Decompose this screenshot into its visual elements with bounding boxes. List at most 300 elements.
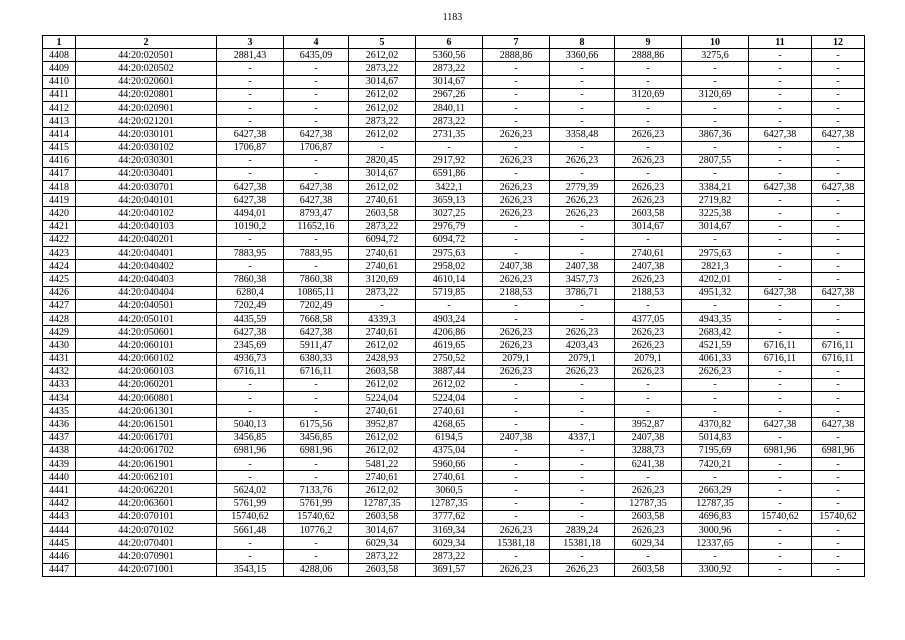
table-cell: 6427,38 bbox=[812, 418, 865, 431]
table-cell: - bbox=[284, 101, 349, 114]
table-cell: 44:20:030401 bbox=[76, 167, 217, 180]
table-cell: 4415 bbox=[43, 141, 76, 154]
table-cell: - bbox=[812, 273, 865, 286]
table-cell: 4413 bbox=[43, 115, 76, 128]
table-cell: 4943,35 bbox=[682, 312, 749, 325]
table-cell: - bbox=[812, 194, 865, 207]
table-row bbox=[43, 62, 865, 75]
table-cell: 3014,67 bbox=[682, 220, 749, 233]
table-row bbox=[43, 88, 865, 101]
table-cell: 5761,99 bbox=[284, 497, 349, 510]
table-cell: - bbox=[812, 378, 865, 391]
table-cell: 44:20:020601 bbox=[76, 75, 217, 88]
column-header: 2 bbox=[76, 36, 217, 49]
table-cell: 2626,23 bbox=[483, 181, 550, 194]
table-cell: 2626,23 bbox=[615, 523, 682, 536]
table-cell: 2407,38 bbox=[615, 260, 682, 273]
table-row bbox=[43, 392, 865, 405]
table-cell: - bbox=[284, 75, 349, 88]
table-cell: - bbox=[217, 115, 284, 128]
table-cell: 15740,62 bbox=[812, 510, 865, 523]
table-cell: 5224,04 bbox=[349, 392, 416, 405]
table-cell: - bbox=[483, 444, 550, 457]
table-cell: - bbox=[812, 497, 865, 510]
table-cell: 3952,87 bbox=[349, 418, 416, 431]
table-cell: - bbox=[217, 378, 284, 391]
table-cell: 7133,76 bbox=[284, 484, 349, 497]
table-cell: 2626,23 bbox=[483, 523, 550, 536]
table-cell: 44:20:070102 bbox=[76, 523, 217, 536]
table-cell: - bbox=[812, 62, 865, 75]
table-cell: - bbox=[749, 537, 812, 550]
table-cell: - bbox=[615, 167, 682, 180]
table-cell: - bbox=[682, 550, 749, 563]
table-cell: - bbox=[284, 154, 349, 167]
table-cell: 2888,86 bbox=[615, 49, 682, 62]
table-cell: 5224,04 bbox=[416, 392, 483, 405]
table-cell: 44:20:040103 bbox=[76, 220, 217, 233]
table-cell: 2740,61 bbox=[349, 326, 416, 339]
table-cell: 6981,96 bbox=[217, 444, 284, 457]
table-cell: - bbox=[812, 49, 865, 62]
table-cell: - bbox=[812, 247, 865, 260]
table-cell: - bbox=[217, 392, 284, 405]
table-cell: 2612,02 bbox=[349, 101, 416, 114]
table-cell: 4420 bbox=[43, 207, 76, 220]
table-cell: - bbox=[682, 101, 749, 114]
table-cell: 6716,11 bbox=[217, 365, 284, 378]
table-cell: - bbox=[284, 378, 349, 391]
table-cell: 2626,23 bbox=[615, 326, 682, 339]
table-cell: - bbox=[550, 392, 615, 405]
table-cell: 4447 bbox=[43, 563, 76, 576]
table-cell: - bbox=[550, 444, 615, 457]
table-cell: 6716,11 bbox=[284, 365, 349, 378]
table-cell: 4427 bbox=[43, 299, 76, 312]
column-header: 3 bbox=[217, 36, 284, 49]
table-cell: - bbox=[812, 365, 865, 378]
table-row bbox=[43, 484, 865, 497]
table-cell: - bbox=[217, 550, 284, 563]
table-row bbox=[43, 233, 865, 246]
table-cell: - bbox=[749, 233, 812, 246]
table-row bbox=[43, 247, 865, 260]
table-cell: - bbox=[749, 75, 812, 88]
table-cell: 7883,95 bbox=[284, 247, 349, 260]
table-cell: 2626,23 bbox=[615, 273, 682, 286]
table-cell: 2626,23 bbox=[615, 365, 682, 378]
table-cell: 4610,14 bbox=[416, 273, 483, 286]
table-cell: - bbox=[749, 247, 812, 260]
table-cell: 2612,02 bbox=[349, 49, 416, 62]
table-cell: - bbox=[749, 88, 812, 101]
table-cell: 2188,53 bbox=[483, 286, 550, 299]
table-cell: 44:20:030301 bbox=[76, 154, 217, 167]
table-cell: - bbox=[284, 115, 349, 128]
table-cell: 2626,23 bbox=[483, 128, 550, 141]
table-cell: - bbox=[217, 154, 284, 167]
table-row bbox=[43, 497, 865, 510]
table-cell: 2626,23 bbox=[615, 484, 682, 497]
table-cell: - bbox=[749, 471, 812, 484]
table-cell: - bbox=[615, 141, 682, 154]
table-cell: - bbox=[483, 418, 550, 431]
table-cell: 2626,23 bbox=[550, 326, 615, 339]
table-cell: 3014,67 bbox=[349, 167, 416, 180]
table-cell: 5360,56 bbox=[416, 49, 483, 62]
table-row bbox=[43, 220, 865, 233]
table-cell: 10776,2 bbox=[284, 523, 349, 536]
table-cell: 4903,24 bbox=[416, 312, 483, 325]
column-header: 12 bbox=[812, 36, 865, 49]
table-cell: 15381,18 bbox=[483, 537, 550, 550]
table-cell: 44:20:050601 bbox=[76, 326, 217, 339]
table-cell: - bbox=[483, 392, 550, 405]
table-row bbox=[43, 523, 865, 536]
table-cell: 3014,67 bbox=[615, 220, 682, 233]
table-cell: - bbox=[615, 75, 682, 88]
table-cell: - bbox=[550, 405, 615, 418]
table-row bbox=[43, 418, 865, 431]
table-cell: 2750,52 bbox=[416, 352, 483, 365]
table-cell: 44:20:020502 bbox=[76, 62, 217, 75]
table-cell: - bbox=[812, 458, 865, 471]
table-row bbox=[43, 312, 865, 325]
table-cell: 2719,82 bbox=[682, 194, 749, 207]
table-cell: - bbox=[615, 405, 682, 418]
table-cell: 6716,11 bbox=[749, 339, 812, 352]
table-cell: 3786,71 bbox=[550, 286, 615, 299]
table-cell: 2740,61 bbox=[349, 405, 416, 418]
table-row bbox=[43, 458, 865, 471]
table-cell: 4437 bbox=[43, 431, 76, 444]
table-cell: 3659,13 bbox=[416, 194, 483, 207]
table-cell: - bbox=[682, 471, 749, 484]
table-cell: - bbox=[749, 497, 812, 510]
table-cell: 6029,34 bbox=[416, 537, 483, 550]
table-cell: - bbox=[682, 115, 749, 128]
table-cell: 6029,34 bbox=[349, 537, 416, 550]
table-cell: 2958,02 bbox=[416, 260, 483, 273]
table-cell: 4409 bbox=[43, 62, 76, 75]
table-cell: - bbox=[682, 167, 749, 180]
table-cell: 2603,58 bbox=[615, 510, 682, 523]
table-cell: 10190,2 bbox=[217, 220, 284, 233]
column-header: 10 bbox=[682, 36, 749, 49]
table-row bbox=[43, 181, 865, 194]
table-cell: - bbox=[550, 550, 615, 563]
table-cell: 2612,02 bbox=[349, 444, 416, 457]
column-header: 1 bbox=[43, 36, 76, 49]
table-cell: 4441 bbox=[43, 484, 76, 497]
table-cell: - bbox=[682, 62, 749, 75]
table-cell: 6427,38 bbox=[749, 128, 812, 141]
table-cell: 2740,61 bbox=[416, 471, 483, 484]
table-cell: 44:20:030701 bbox=[76, 181, 217, 194]
table-cell: - bbox=[812, 167, 865, 180]
table-cell: 6427,38 bbox=[812, 128, 865, 141]
table-cell: 2626,23 bbox=[682, 365, 749, 378]
table-cell: 2740,61 bbox=[349, 247, 416, 260]
table-cell: - bbox=[749, 458, 812, 471]
table-row bbox=[43, 563, 865, 576]
table-cell: 10865,11 bbox=[284, 286, 349, 299]
table-cell: - bbox=[749, 207, 812, 220]
table-cell: - bbox=[682, 378, 749, 391]
table-cell: 6427,38 bbox=[284, 128, 349, 141]
table-cell: - bbox=[749, 563, 812, 576]
table-cell: 12787,35 bbox=[615, 497, 682, 510]
table-cell: - bbox=[682, 141, 749, 154]
table-cell: 2626,23 bbox=[550, 563, 615, 576]
table-cell: 44:20:061901 bbox=[76, 458, 217, 471]
table-row bbox=[43, 444, 865, 457]
table-cell: 4417 bbox=[43, 167, 76, 180]
table-cell: - bbox=[812, 299, 865, 312]
table-row bbox=[43, 352, 865, 365]
table-cell: 4375,04 bbox=[416, 444, 483, 457]
table-cell: 4443 bbox=[43, 510, 76, 523]
table-cell: 5040,13 bbox=[217, 418, 284, 431]
table-cell: 6716,11 bbox=[749, 352, 812, 365]
table-cell: 44:20:060102 bbox=[76, 352, 217, 365]
table-cell: - bbox=[483, 471, 550, 484]
table-cell: 4425 bbox=[43, 273, 76, 286]
table-cell: - bbox=[217, 101, 284, 114]
table-cell: 15740,62 bbox=[217, 510, 284, 523]
table-cell: 5014,83 bbox=[682, 431, 749, 444]
table-cell: - bbox=[483, 312, 550, 325]
table-cell: 2740,61 bbox=[349, 260, 416, 273]
table-cell: - bbox=[550, 101, 615, 114]
table-cell: 2683,42 bbox=[682, 326, 749, 339]
table-cell: 6029,34 bbox=[615, 537, 682, 550]
table-cell: - bbox=[416, 141, 483, 154]
table-cell: 3887,44 bbox=[416, 365, 483, 378]
column-header: 7 bbox=[483, 36, 550, 49]
table-cell: 7420,21 bbox=[682, 458, 749, 471]
table-cell: - bbox=[483, 75, 550, 88]
table-cell: - bbox=[483, 550, 550, 563]
table-cell: 2603,58 bbox=[349, 365, 416, 378]
table-cell: 4410 bbox=[43, 75, 76, 88]
table-cell: - bbox=[749, 326, 812, 339]
table-cell: 44:20:020501 bbox=[76, 49, 217, 62]
table-cell: 44:20:060103 bbox=[76, 365, 217, 378]
table-cell: 2407,38 bbox=[615, 431, 682, 444]
table-cell: 3000,96 bbox=[682, 523, 749, 536]
table-cell: 2663,29 bbox=[682, 484, 749, 497]
table-cell: - bbox=[812, 115, 865, 128]
table-cell: 2603,58 bbox=[615, 563, 682, 576]
table-cell: 44:20:060801 bbox=[76, 392, 217, 405]
table-cell: 2626,23 bbox=[483, 365, 550, 378]
table-cell: 2873,22 bbox=[349, 62, 416, 75]
table-cell: - bbox=[550, 62, 615, 75]
table-cell: 2079,1 bbox=[483, 352, 550, 365]
table-row bbox=[43, 378, 865, 391]
table-cell: 2626,23 bbox=[550, 154, 615, 167]
table-cell: 3422,1 bbox=[416, 181, 483, 194]
table-cell: 44:20:021201 bbox=[76, 115, 217, 128]
table-cell: - bbox=[483, 378, 550, 391]
table-cell: 8793,47 bbox=[284, 207, 349, 220]
table-cell: 3169,34 bbox=[416, 523, 483, 536]
table-cell: - bbox=[812, 207, 865, 220]
table-cell: 2975,63 bbox=[682, 247, 749, 260]
table-cell: - bbox=[217, 75, 284, 88]
table-cell: 6591,86 bbox=[416, 167, 483, 180]
table-cell: - bbox=[483, 458, 550, 471]
table-cell: 11652,16 bbox=[284, 220, 349, 233]
table-cell: 2188,53 bbox=[615, 286, 682, 299]
table-cell: 6435,09 bbox=[284, 49, 349, 62]
table-cell: 3360,66 bbox=[550, 49, 615, 62]
table-cell: - bbox=[615, 550, 682, 563]
table-row bbox=[43, 339, 865, 352]
table-cell: 6427,38 bbox=[217, 181, 284, 194]
table-cell: 44:20:060201 bbox=[76, 378, 217, 391]
table-cell: - bbox=[349, 299, 416, 312]
table-cell: 44:20:040201 bbox=[76, 233, 217, 246]
table-cell: 6241,38 bbox=[615, 458, 682, 471]
table-cell: 4206,86 bbox=[416, 326, 483, 339]
table-cell: - bbox=[812, 523, 865, 536]
table-cell: 3457,73 bbox=[550, 273, 615, 286]
table-cell: 3952,87 bbox=[615, 418, 682, 431]
table-cell: 3691,57 bbox=[416, 563, 483, 576]
table-row bbox=[43, 128, 865, 141]
table-cell: - bbox=[615, 471, 682, 484]
column-header: 5 bbox=[349, 36, 416, 49]
table-cell: 4411 bbox=[43, 88, 76, 101]
table-cell: - bbox=[749, 220, 812, 233]
table-cell: 4439 bbox=[43, 458, 76, 471]
table-cell: 44:20:062101 bbox=[76, 471, 217, 484]
table-cell: 44:20:030102 bbox=[76, 141, 217, 154]
table-cell: 2612,02 bbox=[349, 378, 416, 391]
table-cell: 7202,49 bbox=[284, 299, 349, 312]
table-cell: 3288,73 bbox=[615, 444, 682, 457]
column-header: 11 bbox=[749, 36, 812, 49]
table-cell: - bbox=[812, 260, 865, 273]
table-cell: 4423 bbox=[43, 247, 76, 260]
table-cell: - bbox=[812, 101, 865, 114]
table-cell: 4426 bbox=[43, 286, 76, 299]
table-cell: - bbox=[749, 550, 812, 563]
table-cell: - bbox=[284, 537, 349, 550]
table-cell: 1706,87 bbox=[284, 141, 349, 154]
table-body bbox=[43, 49, 865, 577]
table-cell: 7883,95 bbox=[217, 247, 284, 260]
table-cell: - bbox=[550, 312, 615, 325]
table-cell: 2820,45 bbox=[349, 154, 416, 167]
table-cell: - bbox=[615, 115, 682, 128]
table-cell: 3120,69 bbox=[682, 88, 749, 101]
table-cell: 7860,38 bbox=[284, 273, 349, 286]
table-cell: 2626,23 bbox=[615, 181, 682, 194]
table-cell: - bbox=[749, 312, 812, 325]
table-cell: 2840,11 bbox=[416, 101, 483, 114]
table-cell: 12337,65 bbox=[682, 537, 749, 550]
table-cell: 6427,38 bbox=[217, 326, 284, 339]
table-cell: 2976,79 bbox=[416, 220, 483, 233]
table-cell: - bbox=[682, 233, 749, 246]
table-cell: 2612,02 bbox=[349, 339, 416, 352]
table-cell: 4414 bbox=[43, 128, 76, 141]
table-cell: - bbox=[812, 154, 865, 167]
table-cell: 44:20:063601 bbox=[76, 497, 217, 510]
table-cell: 6427,38 bbox=[812, 181, 865, 194]
table-cell: - bbox=[550, 510, 615, 523]
table-cell: - bbox=[550, 247, 615, 260]
table-cell: - bbox=[483, 233, 550, 246]
table-cell: 4337,1 bbox=[550, 431, 615, 444]
table-cell: 4339,3 bbox=[349, 312, 416, 325]
table-cell: 4619,65 bbox=[416, 339, 483, 352]
table-row bbox=[43, 75, 865, 88]
table-row bbox=[43, 49, 865, 62]
table-cell: 2839,24 bbox=[550, 523, 615, 536]
table-cell: - bbox=[284, 550, 349, 563]
table-row bbox=[43, 286, 865, 299]
table-cell: 2612,02 bbox=[349, 181, 416, 194]
table-cell: 2626,23 bbox=[483, 273, 550, 286]
table-cell: 2779,39 bbox=[550, 181, 615, 194]
table-cell: 44:20:040101 bbox=[76, 194, 217, 207]
table-cell: 2407,38 bbox=[483, 260, 550, 273]
table-cell: - bbox=[749, 260, 812, 273]
table-cell: 4288,06 bbox=[284, 563, 349, 576]
table-cell: - bbox=[812, 141, 865, 154]
table-cell: - bbox=[749, 299, 812, 312]
table-cell: - bbox=[284, 233, 349, 246]
table-cell: 44:20:020801 bbox=[76, 88, 217, 101]
table-cell: 44:20:040403 bbox=[76, 273, 217, 286]
table-cell: 4408 bbox=[43, 49, 76, 62]
table-cell: 4432 bbox=[43, 365, 76, 378]
table-cell: 4061,33 bbox=[682, 352, 749, 365]
table-cell: - bbox=[550, 299, 615, 312]
table-cell: 3225,38 bbox=[682, 207, 749, 220]
table-cell: - bbox=[812, 392, 865, 405]
table-cell: 4438 bbox=[43, 444, 76, 457]
table-cell: 44:20:062201 bbox=[76, 484, 217, 497]
table-row bbox=[43, 167, 865, 180]
table-cell: 44:20:061701 bbox=[76, 431, 217, 444]
table-cell: 2603,58 bbox=[349, 510, 416, 523]
table-cell: 15740,62 bbox=[749, 510, 812, 523]
table-cell: - bbox=[483, 115, 550, 128]
table-cell: - bbox=[749, 141, 812, 154]
table-cell: - bbox=[217, 458, 284, 471]
table-cell: 6094,72 bbox=[349, 233, 416, 246]
table-row bbox=[43, 365, 865, 378]
table-cell: - bbox=[550, 484, 615, 497]
table-cell: 44:20:061301 bbox=[76, 405, 217, 418]
table-cell: 2626,23 bbox=[550, 207, 615, 220]
table-cell: 15740,62 bbox=[284, 510, 349, 523]
table-cell: - bbox=[749, 62, 812, 75]
table-cell: 2626,23 bbox=[550, 365, 615, 378]
table-cell: - bbox=[749, 484, 812, 497]
table-cell: 2626,23 bbox=[615, 128, 682, 141]
table-cell: - bbox=[217, 405, 284, 418]
table-cell: 6380,33 bbox=[284, 352, 349, 365]
table-cell: 2612,02 bbox=[416, 378, 483, 391]
table-cell: 2079,1 bbox=[615, 352, 682, 365]
table-cell: 3014,67 bbox=[416, 75, 483, 88]
